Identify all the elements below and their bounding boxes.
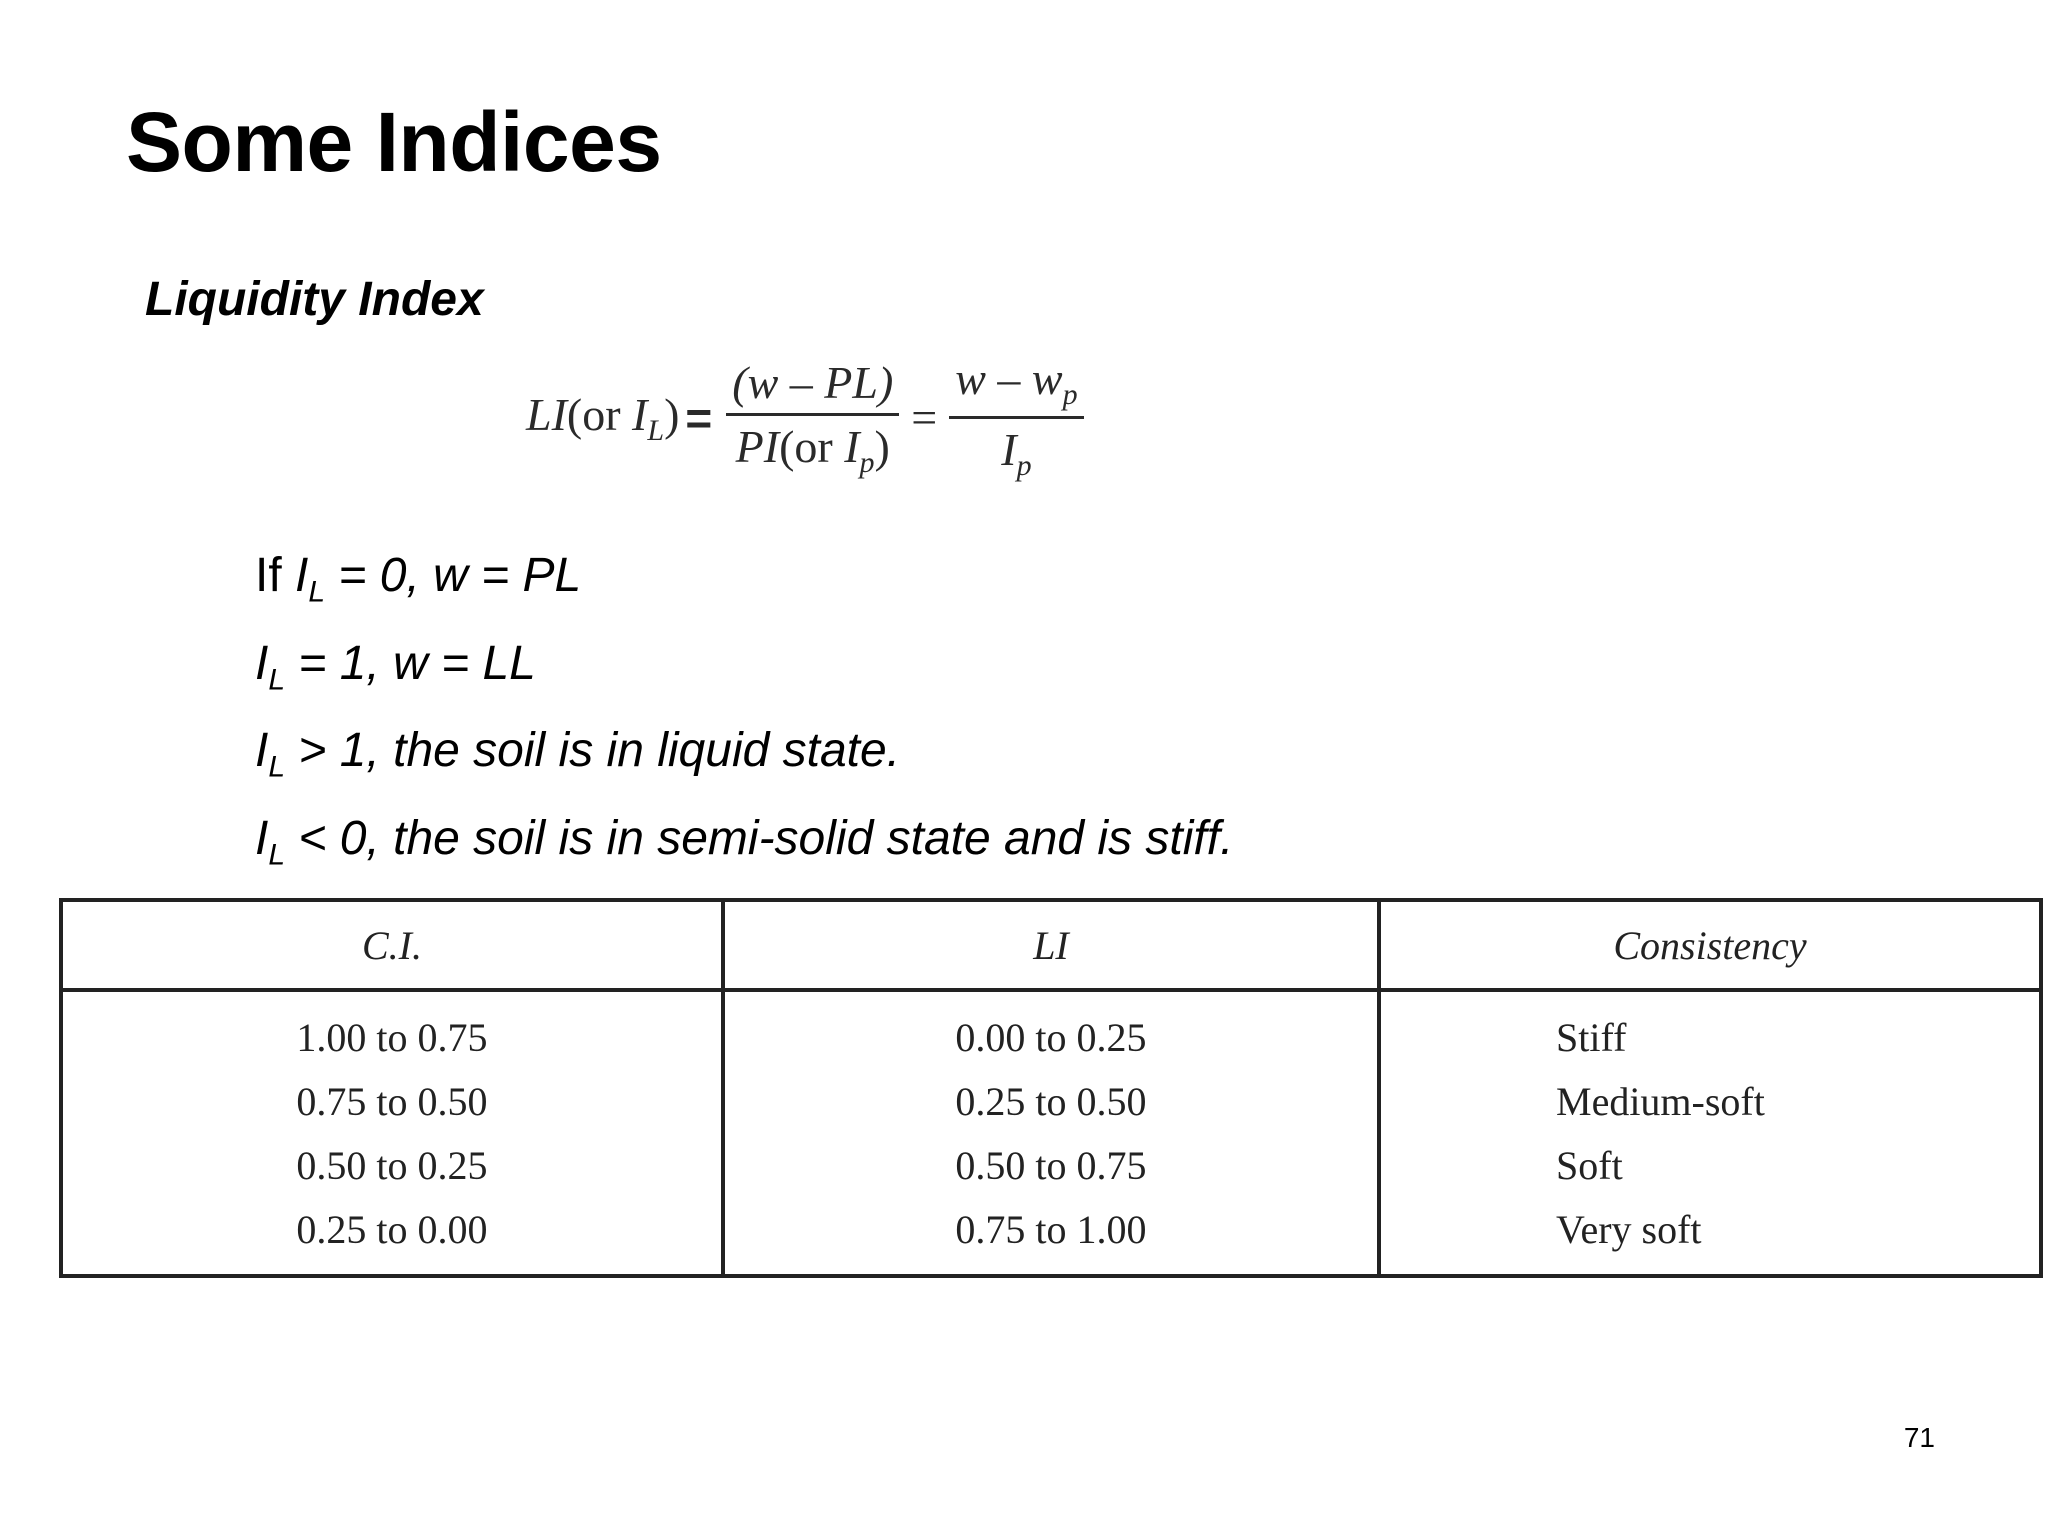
- table-cell: 0.00 to 0.25: [955, 1015, 1147, 1060]
- consistency-table-grid: [63, 902, 2039, 1274]
- condition-subscript: L: [268, 663, 286, 697]
- formula-or-text-2: (or: [779, 420, 845, 472]
- condition-text: < 0, the soil is in semi-solid state and is stiff.: [285, 811, 1234, 865]
- condition-symbol: I: [255, 811, 269, 865]
- condition-symbol: I: [255, 636, 269, 690]
- formula-equals: =: [685, 391, 713, 444]
- formula-wp-symbol: w: [1031, 353, 1063, 404]
- condition-symbol: I: [295, 549, 309, 602]
- condition-text: = 1, w = LL: [285, 636, 536, 690]
- fraction-2-denominator: [995, 419, 1037, 483]
- table-cell: Very soft: [1556, 1207, 1702, 1252]
- condition-text: > 1, the soil is in liquid state.: [285, 724, 901, 778]
- table-cell: 0.75 to 0.50: [296, 1079, 488, 1124]
- formula-il-symbol: I: [632, 388, 648, 440]
- slide-title: Some Indices: [126, 95, 662, 189]
- table-cell: 1.00 to 0.75: [296, 1015, 488, 1060]
- header-consistency: Consistency: [1379, 902, 2039, 990]
- condition-line: [255, 628, 1233, 716]
- liquidity-index-formula: [526, 352, 1092, 483]
- condition-symbol: I: [255, 724, 269, 778]
- formula-ip-symbol: I: [844, 420, 860, 472]
- consistency-table: [59, 898, 2043, 1278]
- table-cell: Soft: [1556, 1143, 1623, 1188]
- liquidity-conditions-list: [255, 540, 1233, 890]
- page-number: 71: [1903, 1422, 1935, 1453]
- condition-subscript: L: [268, 750, 286, 784]
- formula-il-subscript: L: [647, 413, 665, 447]
- condition-subscript: L: [308, 575, 326, 609]
- table-cell: Medium-soft: [1556, 1079, 1765, 1124]
- formula-close-paren-2: ): [874, 420, 890, 472]
- table-cell: 0.25 to 0.50: [955, 1079, 1147, 1124]
- condition-line: [255, 540, 1233, 628]
- condition-line: [255, 715, 1233, 803]
- fraction-1-numerator: (w – PL): [726, 356, 899, 416]
- formula-w-symbol: w: [955, 353, 986, 404]
- formula-ip-subscript: p: [859, 445, 875, 479]
- formula-equals-2: =: [911, 392, 938, 444]
- formula-fraction-1: [726, 356, 899, 480]
- fraction-1-denominator: [730, 416, 896, 480]
- ci-column: [63, 990, 723, 1274]
- formula-lhs: [526, 388, 679, 448]
- condition-prefix: If: [255, 549, 296, 602]
- table-cell: 0.25 to 0.00: [296, 1207, 488, 1252]
- consistency-column: [1379, 990, 2039, 1274]
- header-li: LI: [723, 902, 1379, 990]
- formula-fraction-2: [949, 352, 1083, 483]
- table-row: [63, 990, 2039, 1274]
- section-heading: Liquidity Index: [145, 273, 484, 326]
- table-cell: 0.75 to 1.00: [955, 1207, 1147, 1252]
- table-cell: 0.50 to 0.25: [296, 1143, 488, 1188]
- formula-ip-symbol-2: I: [1001, 424, 1017, 476]
- condition-text: = 0, w = PL: [325, 549, 582, 602]
- condition-subscript: L: [268, 838, 286, 872]
- formula-ip-subscript-2: p: [1016, 449, 1032, 483]
- condition-line: [255, 803, 1233, 891]
- formula-wp-subscript: p: [1062, 378, 1078, 412]
- header-ci: C.I.: [63, 902, 723, 990]
- fraction-2-numerator: [949, 352, 1083, 419]
- formula-pi-symbol: PI: [735, 420, 780, 472]
- formula-or-text: (or: [566, 388, 633, 440]
- formula-close-paren: ): [664, 388, 680, 440]
- li-column: [723, 990, 1379, 1274]
- table-header-row: [63, 902, 2039, 990]
- table-cell: 0.50 to 0.75: [955, 1143, 1147, 1188]
- table-cell: Stiff: [1556, 1015, 1627, 1060]
- formula-minus: –: [985, 353, 1032, 404]
- formula-li-symbol: LI: [526, 388, 567, 440]
